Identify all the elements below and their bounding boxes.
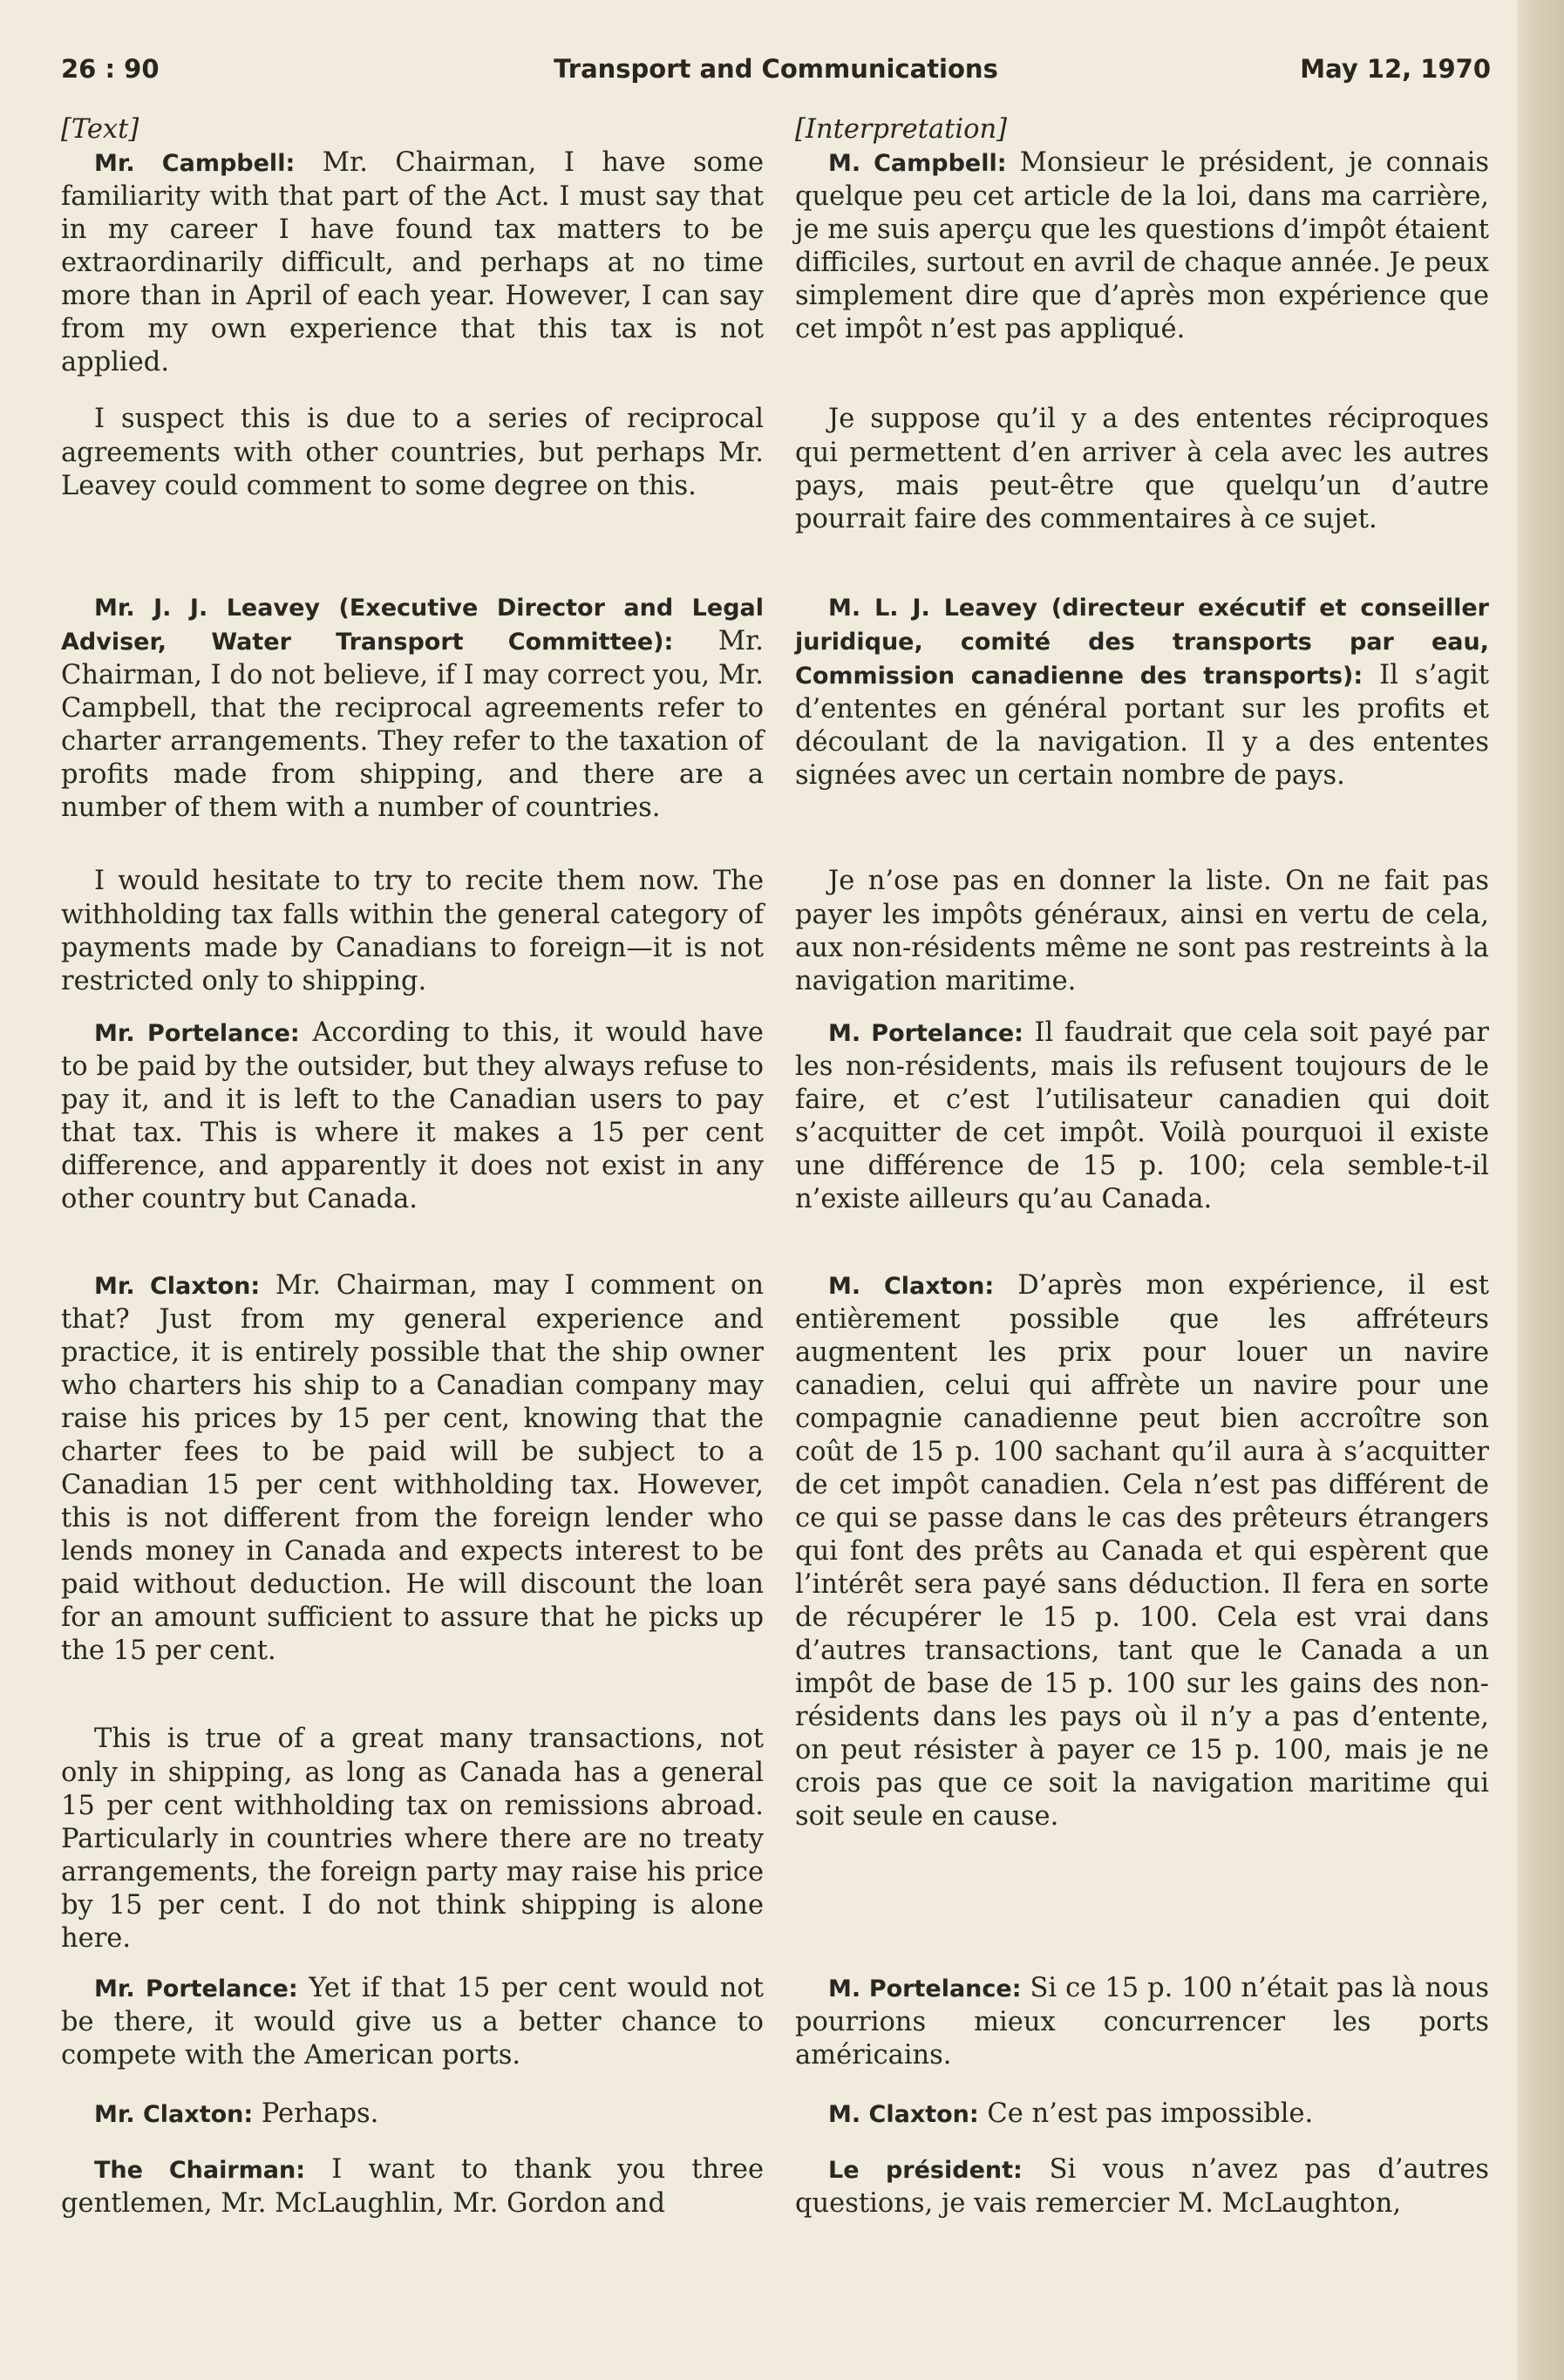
- speaker-name: Mr. Portelance:: [94, 1020, 300, 1047]
- interpretation-tag: [Interpretation]: [795, 114, 1007, 145]
- speech-text: Si ce 15 p. 100 n’était pas là nous pourrions mieux concurrencer les ports américains.: [795, 1973, 1489, 2071]
- paragraph: [61, 1269, 764, 1668]
- speech-text: D’après mon expérience, il est entièrement possible que les affréteurs augmentent les prix pour louer un navire canadien, celui qui affrète un navire pour une compagnie canadienne peut bien accroître son coût de 15 p. 100 sachant qu’il aura à s’acquitter de cet impôt canadien. Cela n’est pas différent de ce qui se passe dans le cas des prêteurs étrangers qui font des prêts au Canada et qui espèrent que l’intérêt sera payé sans déduction. Il fera en sorte de récupérer le 15 p. 100. Cela est vrai dans d’autres transactions, tant que le Canada a un impôt de base de 15 p. 100 sur les gains des non-résidents dans les pays où il n’y a pas d’entente, on peut résister à payer ce 15 p. 100, mais je ne crois pas que ce soit la navigation maritime qui soit seule en cause.: [795, 1270, 1489, 1832]
- page-edge-shadow: [1517, 0, 1564, 2380]
- header-date: May 12, 1970: [1300, 54, 1491, 84]
- speaker-name: The Chairman:: [94, 2157, 306, 2184]
- speaker-name: Mr. Portelance:: [94, 1975, 298, 2003]
- speaker-name: M. Claxton:: [828, 2101, 979, 2128]
- paragraph: [61, 1017, 764, 1216]
- paragraph: [795, 591, 1489, 792]
- page-header: [61, 54, 1491, 92]
- paragraph: [795, 865, 1489, 998]
- paragraph: [795, 2153, 1489, 2220]
- speech-text: According to this, it would have to be paid by the outsider, but they always refuse to pay it, and it is left to the Canadian users to pay that tax. This is where it makes a 15 per cent difference, and apparently it does not exist in any other country but Canada.: [61, 1017, 764, 1214]
- speaker-name: Mr. Claxton:: [94, 2101, 254, 2128]
- speaker-name: Le président:: [828, 2157, 1023, 2184]
- paragraph: [61, 2153, 764, 2220]
- speech-text: Il faudrait que cela soit payé par les non-résidents, mais ils refusent toujours de le faire, et c’est l’utilisateur canadien qui doit s’acquitter de cet impôt. Voilà pourquoi il existe une différence de 15 p. 100; cela semble-t-il n’existe ailleurs qu’au Canada.: [795, 1017, 1489, 1214]
- paragraph: [795, 146, 1489, 346]
- paragraph: [61, 146, 764, 379]
- speaker-name: Mr. Campbell:: [94, 150, 296, 177]
- paragraph: [795, 1269, 1489, 1833]
- speech-text: Mr. Chairman, I do not believe, if I may correct you, Mr. Campbell, that the reciprocal agreements refer to charter arrangements. They refer to the taxation of profits made from shipping, and there are a number of them with a number of countries.: [61, 626, 764, 823]
- interpretation-tag-block: [795, 113, 1489, 146]
- speaker-name: Mr. Claxton:: [94, 1273, 261, 1300]
- speaker-name: M. Portelance:: [828, 1020, 1023, 1047]
- speech-text: Mr. Chairman, may I comment on that? Just from my general experience and practice, it is entirely possible that the ship owner who charters his ship to a Canadian company may raise his prices by 15 per cent, knowing that the charter fees to be paid will be subject to a Canadian 15 per cent withholding tax. However, this is not different from the foreign lender who lends money in Canada and expects interest to be paid without deduction. He will discount the loan for an amount sufficient to assure that he picks up the 15 per cent.: [61, 1270, 764, 1666]
- paragraph: [61, 865, 764, 998]
- paragraph: [61, 2098, 764, 2132]
- speaker-name: M. Campbell:: [828, 150, 1007, 177]
- speech-text: Je n’ose pas en donner la liste. On ne fait pas payer les impôts généraux, ainsi en vertu de cela, aux non-résidents même ne sont pas restreints à la navigation maritime.: [795, 866, 1489, 996]
- speech-text: Il s’agit d’ententes en général portant sur les profits et découlant de la navigation. Il y a des ententes signées avec un certain nombre de pays.: [795, 660, 1489, 791]
- speaker-name: M. Claxton:: [828, 1273, 995, 1300]
- speech-text: This is true of a great many transactions, not only in shipping, as long as Canada has a general 15 per cent withholding tax on remissions abroad. Particularly in countries where there are no treaty arrangements, the foreign party may raise his price by 15 per cent. I do not think shipping is alone here.: [61, 1724, 764, 1954]
- paragraph: [61, 1723, 764, 1955]
- paragraph: [795, 1017, 1489, 1216]
- text-tag-block: [61, 113, 764, 146]
- speech-text: Yet if that 15 per cent would not be there, it would give us a better chance to compete with the American ports.: [61, 1973, 764, 2071]
- running-title: Transport and Communications: [554, 54, 998, 84]
- speech-text: I suspect this is due to a series of reciprocal agreements with other countries, but perhaps Mr. Leavey could comment to some degree on this.: [61, 404, 764, 501]
- paragraph: [795, 2098, 1489, 2132]
- text-tag: [Text]: [61, 114, 139, 145]
- speaker-name: Mr. J. J. Leavey (Executive Director and Legal Adviser, Water Transport Committee):: [61, 595, 764, 656]
- speech-text: Si vous n’avez pas d’autres questions, je vais remercier M. McLaughton,: [795, 2154, 1489, 2219]
- paragraph: [795, 403, 1489, 536]
- paragraph: [61, 403, 764, 503]
- speech-text: Je suppose qu’il y a des ententes réciproques qui permettent d’en arriver à cela avec les autres pays, mais peut-être que quelqu’un d’autre pourrait faire des commentaires à ce sujet.: [795, 404, 1489, 534]
- speaker-name: M. Portelance:: [828, 1975, 1022, 2003]
- speech-text: Ce n’est pas impossible.: [978, 2098, 1314, 2129]
- paragraph: [61, 591, 764, 825]
- speech-text: I want to thank you three gentlemen, Mr. McLaughlin, Mr. Gordon and: [61, 2154, 764, 2219]
- paragraph: [795, 1972, 1489, 2072]
- speech-text: Mr. Chairman, I have some familiarity with that part of the Act. I must say that in my career I have found tax matters to be extraordinarily difficult, and perhaps at no time more than in April of each year. However, I can say from my own experience that this tax is not applied.: [61, 147, 764, 377]
- paragraph: [61, 1972, 764, 2072]
- page-number: 26 : 90: [61, 54, 160, 84]
- speaker-name: M. L. J. Leavey (directeur exécutif et conseiller juridique, comité des transports par eau, Commission canadienne des transports):: [795, 595, 1489, 690]
- speech-text: Monsieur le président, je connais quelque peu cet article de la loi, dans ma carrière, je me suis aperçu que les questions d’impôt étaient difficiles, surtout en avril de chaque année. Je peux simplement dire que d’après mon expérience que cet impôt n’est pas appliqué.: [795, 147, 1489, 344]
- speech-text: Perhaps.: [253, 2098, 379, 2129]
- speech-text: I would hesitate to try to recite them now. The withholding tax falls within the general category of payments made by Canadians to foreign—it is not restricted only to shipping.: [61, 866, 764, 996]
